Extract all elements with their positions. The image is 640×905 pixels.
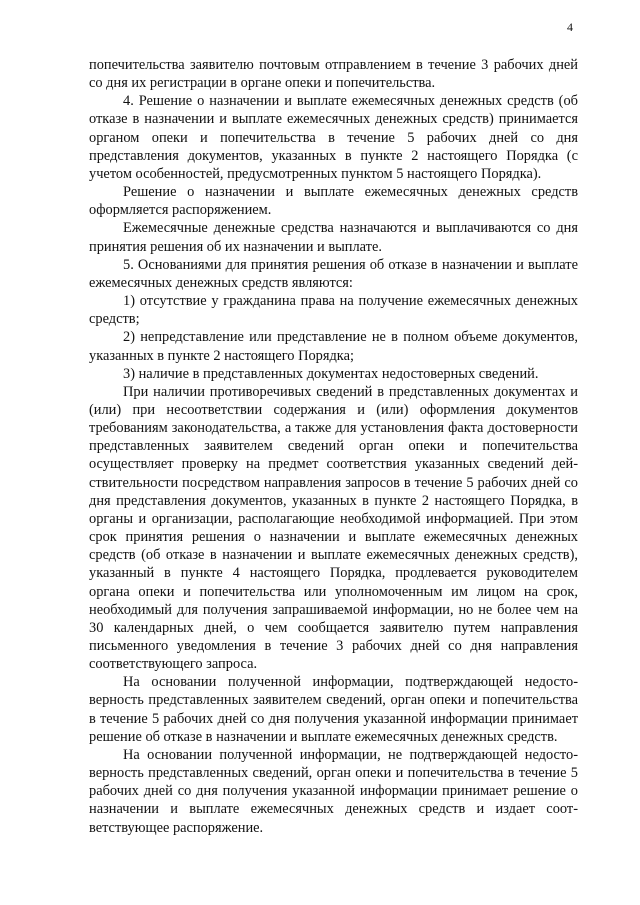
paragraph-approval-decision: На основании полученной информации, не подтверждающей недостоверность представленных сведений, орган опеки и попечительства в течение 5 рабочих дней со дня получения указанной информации принимает решение о назначении и выплате ежемесячных денежных средств и издает соответствующее распоряжение.: [89, 746, 578, 836]
paragraph-verification: При наличии противоречивых сведений в представленных документах и (или) при несоответствии содержания и (или) оформления документов требованиям законодательства, а также для установления факта достоверности представленных заявителем сведений орган опеки и попечительства осуществляет проверку на предмет соответствия указанных сведений действительности посредством направления запросов в течение 5 рабочих дней со дня представления документов, указанных в пункте 2 настоящего Порядка, в органы и организации, располагающие необходимой информацией. При этом срок принятия решения о назначении и выплате ежемесячных денежных средств (об отказе в назначении и выплате ежемесячных денежных средств), указанный в пункте 4 настоящего Порядка, продлевается руководителем органа опеки и попечительства или уполномоченным им лицом на срок, необходимый для получения запрашиваемой информации, но не более чем на 30 календарных дней, о чем сообщается заявителю путем направления письменного уведомления в течение 3 рабочих дней со дня направления соответствующего запроса.: [89, 383, 578, 673]
paragraph-subitem-2: 2) непредставление или представление не в полном объеме документов, указанных в пункте 2 настоящего Порядка;: [89, 329, 578, 364]
paragraph-assignment-date: Ежемесячные денежные средства назначаются и выплачиваются со дня принятия решения об их назначении и выплате.: [89, 220, 578, 255]
page-number: 4: [567, 20, 573, 34]
document-body: [89, 56, 578, 837]
paragraph-subitem-1: 1) отсутствие у гражданина права на получение ежемесячных денежных средств;: [89, 293, 578, 328]
paragraph-item-4: 4. Решение о назначении и выплате ежемесячных денежных средств (об отказе в назначении и выплате ежемесячных денежных средств) принимается органом опеки и попечительства в течение 5 рабочих дней со дня представления документов, указанных в пункте 2 настоящего Порядка (с учетом особенностей, предусмотренных пунктом 5 настоящего Порядка).: [89, 93, 578, 182]
paragraph-item-5: 5. Основаниями для принятия решения об отказе в назначении и выплате ежемесячных денежных средств являются:: [89, 256, 578, 291]
paragraph-decision-order: Решение о назначении и выплате ежемесячных денежных средств оформляется распоряжением.: [89, 184, 578, 219]
paragraph-refusal-decision: На основании полученной информации, подтверждающей недостоверность представленных заявителем сведений, орган опеки и попечительства в течение 5 рабочих дней со дня получения указанной информации принимает решение об отказе в назначении и выплате ежемесячных денежных средств.: [89, 674, 578, 745]
paragraph-continuation: попечительства заявителю почтовым отправлением в течение 3 рабочих дней со дня их регистрации в органе опеки и попечительства.: [89, 57, 578, 92]
paragraph-subitem-3: 3) наличие в представленных документах недостоверных сведений.: [123, 365, 539, 382]
